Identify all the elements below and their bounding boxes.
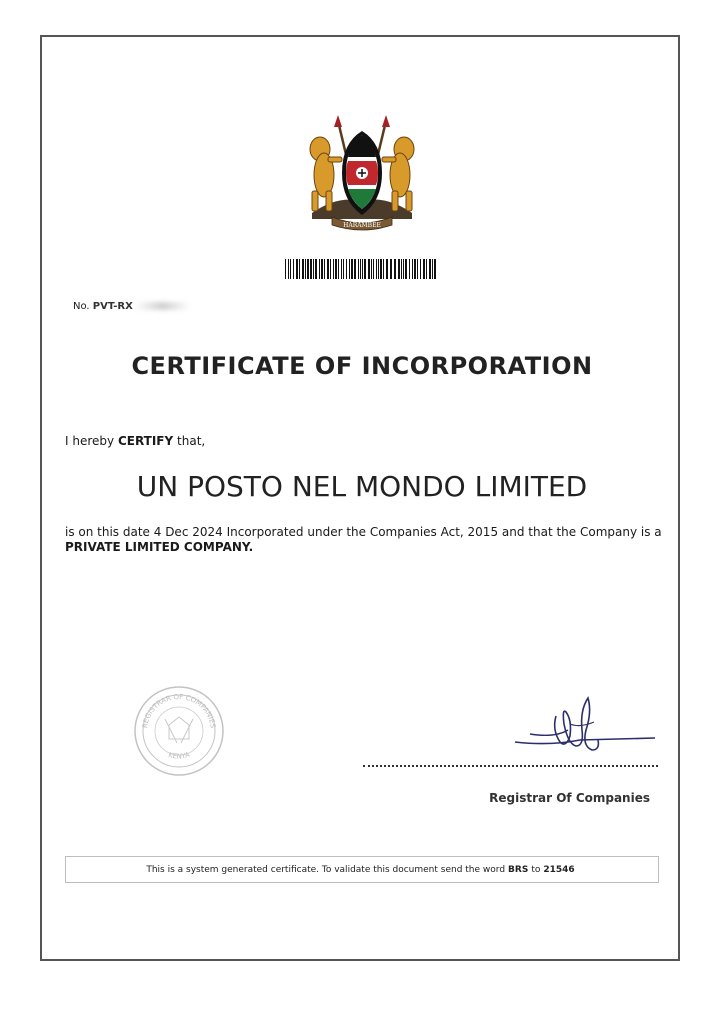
certificate-number-redaction (135, 302, 190, 310)
registrar-label: Registrar Of Companies (489, 791, 650, 805)
certify-prefix: I hereby (65, 434, 115, 448)
signature-line (363, 765, 658, 767)
seal-text-bottom: KENYA (167, 750, 191, 761)
seal-text-top: REGISTRAR OF COMPANIES (141, 692, 217, 729)
certificate-number (73, 301, 190, 312)
certify-keyword: CERTIFY (117, 434, 174, 448)
registrar-seal (133, 685, 225, 777)
certificate-title: CERTIFICATE OF INCORPORATION (131, 352, 593, 380)
kenya-coat-of-arms-icon (298, 113, 426, 233)
motto-text: HARAMBEE (343, 222, 381, 229)
footer-text-prefix: This is a system generated certificate. To validate this document send the word (146, 864, 506, 875)
company-type: PRIVATE LIMITED COMPANY. (65, 540, 254, 554)
registrar-signature (510, 690, 660, 760)
signature-icon (510, 690, 660, 760)
company-name: UN POSTO NEL MONDO LIMITED (136, 470, 588, 503)
validation-footer (65, 856, 659, 883)
certificate-barcode (285, 259, 437, 279)
footer-keyword: BRS (508, 864, 529, 875)
certificate-number-prefix: No. (73, 301, 90, 312)
incorporation-line: is on this date 4 Dec 2024 Incorporated under the Companies Act, 2015 and that the Company is a (65, 525, 662, 539)
footer-text-mid: to (531, 864, 541, 875)
footer-shortcode: 21546 (543, 864, 575, 875)
registrar-seal-icon (133, 685, 225, 777)
barcode-icon (285, 259, 437, 279)
coat-of-arms (298, 113, 426, 233)
certify-suffix: that, (177, 434, 206, 448)
incorporation-statement (65, 525, 665, 555)
certify-statement (65, 434, 205, 448)
certificate-number-code: PVT-RX (92, 301, 133, 312)
